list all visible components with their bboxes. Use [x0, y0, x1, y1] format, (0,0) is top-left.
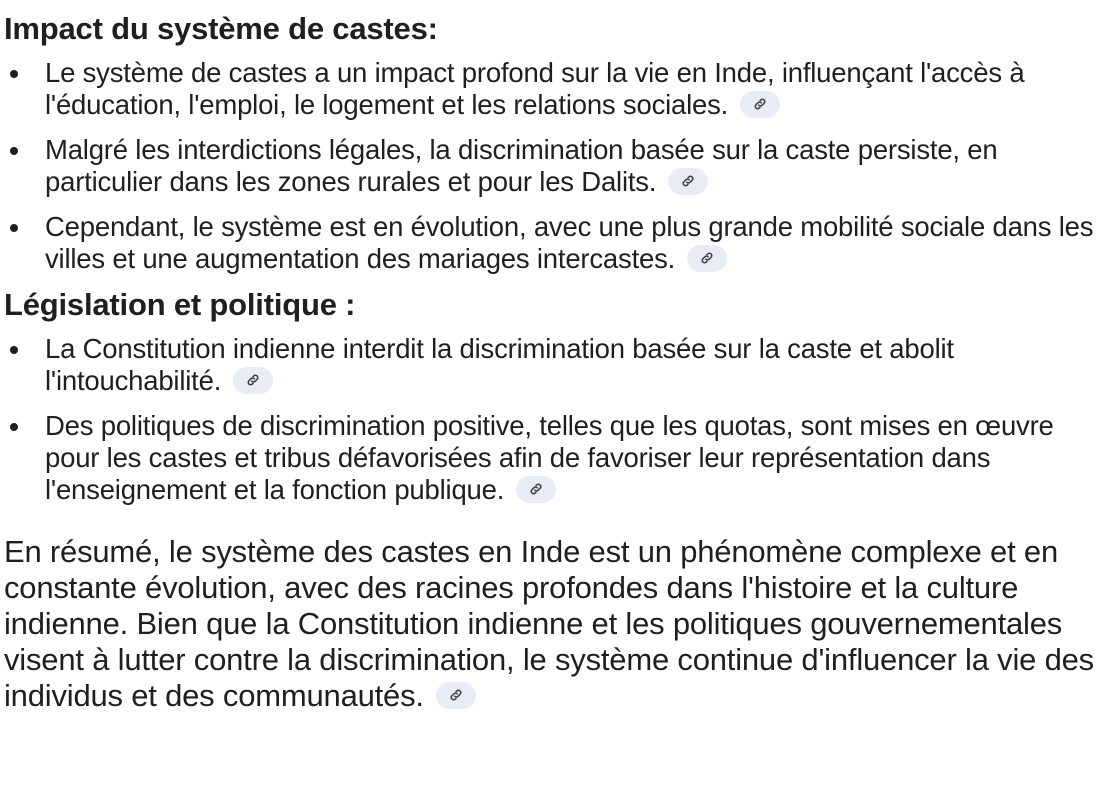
bullet-icon — [10, 70, 18, 78]
source-link-button[interactable] — [233, 367, 273, 394]
section-heading-impact: Impact du système de castes: — [4, 11, 438, 46]
list-item — [4, 333, 1105, 397]
link-icon — [246, 373, 260, 387]
list-item-text: La Constitution indienne interdit la discrimination basée sur la caste et abolit l'intouchabilité. — [45, 333, 954, 396]
link-icon — [449, 688, 463, 702]
source-link-button[interactable] — [740, 91, 780, 118]
summary-paragraph — [4, 534, 1105, 714]
bullet-icon — [10, 346, 18, 354]
impact-list — [4, 57, 1105, 275]
bullet-icon — [10, 147, 18, 155]
bullet-icon — [10, 224, 18, 232]
section-heading-legislation: Législation et politique : — [4, 287, 356, 322]
list-item-text: Des politiques de discrimination positive, telles que les quotas, sont mises en œuvre pour les castes et tribus défavorisées afin de favoriser leur représentation dans l'enseignement et la fonction publique. — [45, 410, 1054, 505]
link-icon — [681, 174, 695, 188]
list-item-text: Malgré les interdictions légales, la discrimination basée sur la caste persiste, en particulier dans les zones rurales et pour les Dalits. — [45, 134, 998, 197]
source-link-button[interactable] — [668, 168, 708, 195]
list-item-text: Cependant, le système est en évolution, avec une plus grande mobilité sociale dans les villes et une augmentation des mariages intercastes. — [45, 211, 1094, 274]
link-icon — [700, 251, 714, 265]
list-item — [4, 211, 1105, 275]
bullet-icon — [10, 423, 18, 431]
link-icon — [753, 97, 767, 111]
list-item-text: Le système de castes a un impact profond sur la vie en Inde, influençant l'accès à l'éducation, l'emploi, le logement et les relations sociales. — [45, 57, 1025, 120]
legislation-list — [4, 333, 1105, 506]
list-item — [4, 410, 1105, 506]
link-icon — [529, 482, 543, 496]
list-item — [4, 57, 1105, 121]
source-link-button[interactable] — [687, 245, 727, 272]
summary-text: En résumé, le système des castes en Inde est un phénomène complexe et en constante évolution, avec des racines profondes dans l'histoire et la culture indienne. Bien que la Constitution indienne et les politiques gouvernementales visent à lutter contre la discrimination, le système continue d'influencer la vie des individus et des communautés. — [4, 534, 1094, 713]
source-link-button[interactable] — [516, 476, 556, 503]
source-link-button[interactable] — [436, 682, 476, 709]
list-item — [4, 134, 1105, 198]
